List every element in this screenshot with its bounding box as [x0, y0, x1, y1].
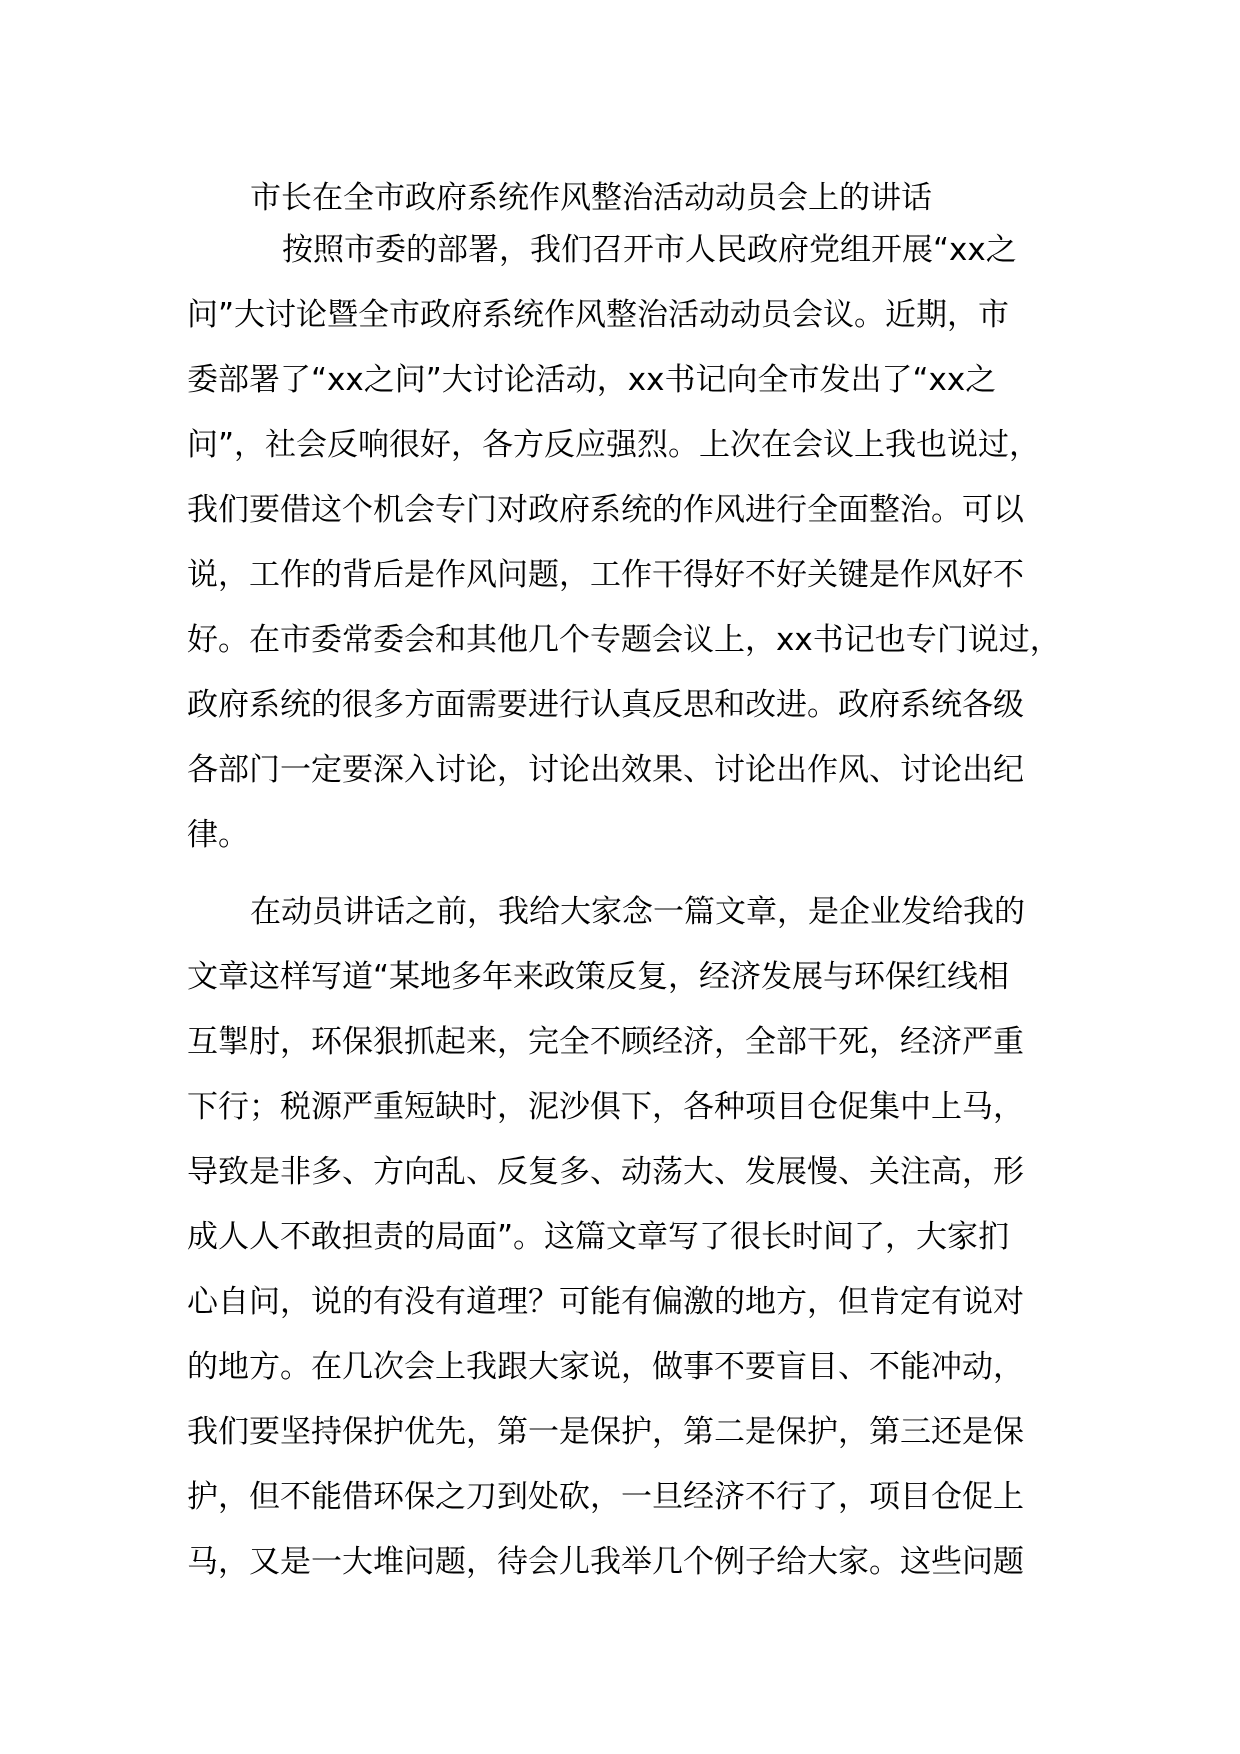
paragraph-1-line: 好。在市委常委会和其他几个专题会议上，xx书记也专门说过， — [187, 622, 1061, 658]
paragraph-1-line: 委部署了“xx之问”大讨论活动，xx书记向全市发出了“xx之 — [187, 362, 997, 398]
paragraph-2-line: 我们要坚持保护优先，第一是保护，第二是保护，第三还是保 — [187, 1414, 1024, 1450]
paragraph-1 — [187, 218, 1067, 868]
document-title: 市长在全市政府系统作风整治活动动员会上的讲话 — [250, 180, 932, 216]
paragraph-2-line: 的地方。在几次会上我跟大家说，做事不要盲目、不能冲动， — [187, 1349, 1024, 1385]
paragraph-1-line: 我们要借这个机会专门对政府系统的作风进行全面整治。可以 — [187, 492, 1024, 528]
paragraph-2-line: 心自问，说的有没有道理？可能有偏激的地方，但肯定有说对 — [187, 1284, 1024, 1320]
paragraph-2-line: 成人人不敢担责的局面”。这篇文章写了很长时间了，大家扪 — [187, 1219, 1010, 1255]
paragraph-1-line: 律。 — [187, 817, 249, 853]
paragraph-2-line: 在动员讲话之前，我给大家念一篇文章，是企业发给我的 — [250, 894, 1025, 930]
paragraph-2-line: 导致是非多、方向乱、反复多、动荡大、发展慢、关注高，形 — [187, 1154, 1024, 1190]
paragraph-2-line: 下行；税源严重短缺时，泥沙俱下，各种项目仓促集中上马， — [187, 1089, 1024, 1125]
paragraph-1-line: 按照市委的部署，我们召开市人民政府党组开展“xx之 — [282, 232, 1017, 268]
paragraph-2 — [187, 880, 1067, 1595]
paragraph-2-line: 护，但不能借环保之刀到处砍，一旦经济不行了，项目仓促上 — [187, 1479, 1024, 1515]
paragraph-2-line: 文章这样写道“某地多年来政策反复，经济发展与环保红线相 — [187, 959, 1010, 995]
paragraph-1-line: 问”，社会反响很好，各方反应强烈。上次在会议上我也说过， — [187, 427, 1041, 463]
paragraph-2-line: 马，又是一大堆问题，待会儿我举几个例子给大家。这些问题 — [187, 1544, 1024, 1580]
paragraph-1-line: 说，工作的背后是作风问题，工作干得好不好关键是作风好不 — [187, 557, 1024, 593]
paragraph-1-line: 各部门一定要深入讨论，讨论出效果、讨论出作风、讨论出纪 — [187, 752, 1024, 788]
paragraph-1-line: 政府系统的很多方面需要进行认真反思和改进。政府系统各级 — [187, 687, 1024, 723]
paragraph-1-line: 问”大讨论暨全市政府系统作风整治活动动员会议。近期，市 — [187, 297, 1010, 333]
paragraph-2-line: 互掣肘，环保狠抓起来，完全不顾经济，全部干死，经济严重 — [187, 1024, 1024, 1060]
